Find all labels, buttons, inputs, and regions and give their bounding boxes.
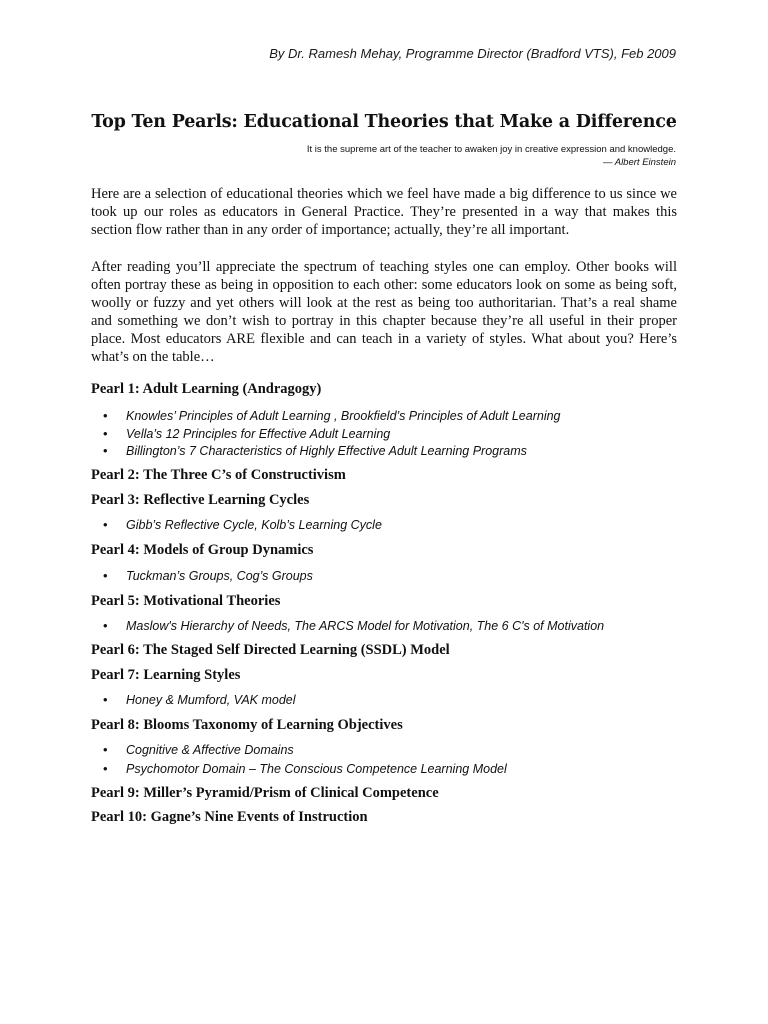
styles-paragraph: After reading you’ll appreciate the spectrum of teaching styles one can employ. Other books will often portray these as being in opposition to each other: some educators look on some as being soft, woolly or fuzzy and yet others will look at the rest as being too authoritarian. That’s a real shame and something we don’t wish to portray in this chapter because they’re all useful in their proper place. Most educators ARE flexible and can teach in a variety of styles. What about you? Here’s what’s on the table…	[91, 259, 677, 365]
pearl-4-heading: Pearl 4: Models of Group Dynamics	[91, 542, 314, 558]
list-item: • Honey & Mumford, VAK model	[103, 692, 296, 707]
list-item: • Vella’s 12 Principles for Effective Adult Learning	[103, 426, 391, 441]
pearl-7-heading: Pearl 7: Learning Styles	[91, 667, 241, 683]
bullet-icon: •	[103, 517, 108, 532]
bullet-icon: •	[103, 742, 108, 757]
bullet-icon: •	[103, 568, 108, 583]
intro-paragraph: Here are a selection of educational theories which we feel have made a big difference to us since we took up our roles as educators in General Practice. They’re presented in a way that makes this section flow rather than in any order of importance; actually, they’re all important.	[91, 186, 677, 238]
list-item: • Knowles’ Principles of Adult Learning , Brookfield’s Principles of Adult Learning	[103, 408, 561, 423]
bullet-icon: •	[103, 408, 108, 423]
epigraph-quote	[307, 143, 676, 169]
list-item: • Cognitive & Affective Domains	[103, 742, 294, 757]
pearl-9-heading: Pearl 9: Miller’s Pyramid/Prism of Clinical Competence	[91, 785, 439, 801]
pearl-1-heading: Pearl 1: Adult Learning (Andragogy)	[91, 381, 322, 397]
pearl-2-heading: Pearl 2: The Three C’s of Constructivism	[91, 467, 346, 483]
pearl-5-heading: Pearl 5: Motivational Theories	[91, 593, 281, 609]
pearl-8-heading: Pearl 8: Blooms Taxonomy of Learning Objectives	[91, 717, 403, 733]
list-item: • Tuckman’s Groups, Cog’s Groups	[103, 568, 313, 583]
list-item: • Maslow's Hierarchy of Needs, The ARCS Model for Motivation, The 6 C's of Motivation	[103, 618, 605, 633]
bullet-icon: •	[103, 692, 108, 707]
document-title: Top Ten Pearls: Educational Theories that Make a Difference	[91, 112, 677, 132]
bullet-icon: •	[103, 443, 108, 458]
quote-text: It is the supreme art of the teacher to awaken joy in creative expression and knowledge.	[306, 144, 676, 155]
list-item: • Billington’s 7 Characteristics of Highly Effective Adult Learning Programs	[103, 443, 527, 458]
quote-author: — Albert Einstein	[602, 157, 676, 168]
pearl-6-heading: Pearl 6: The Staged Self Directed Learning (SSDL) Model	[91, 642, 450, 658]
pearl-3-heading: Pearl 3: Reflective Learning Cycles	[91, 492, 310, 508]
author-byline: By Dr. Ramesh Mehay, Programme Director (Bradford VTS), Feb 2009	[269, 46, 676, 61]
pearl-10-heading: Pearl 10: Gagne’s Nine Events of Instruction	[91, 809, 368, 825]
bullet-icon: •	[103, 761, 108, 776]
bullet-icon: •	[103, 426, 108, 441]
list-item: • Gibb’s Reflective Cycle, Kolb’s Learning Cycle	[103, 517, 382, 532]
bullet-icon: •	[103, 618, 108, 633]
list-item: • Psychomotor Domain – The Conscious Competence Learning Model	[103, 761, 507, 776]
